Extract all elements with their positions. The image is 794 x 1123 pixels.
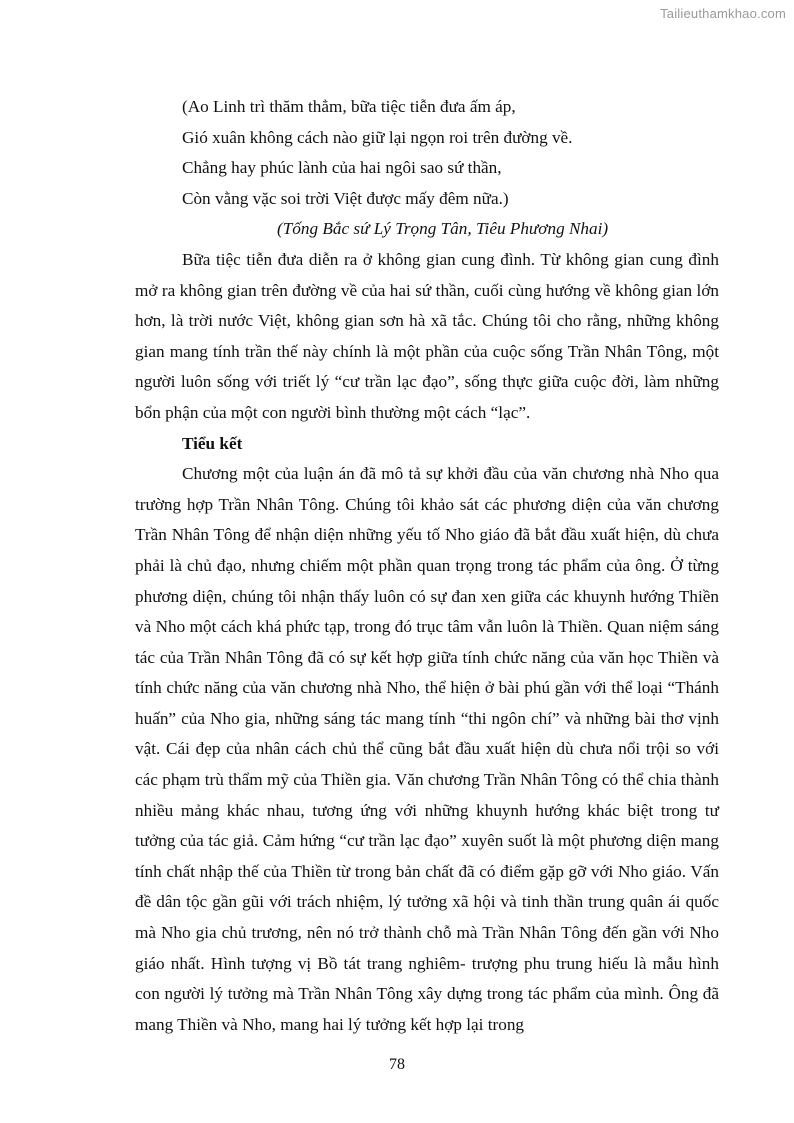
poem-line: Gió xuân không cách nào giữ lại ngọn roi trên đường về. [182, 127, 573, 147]
section-heading: Tiểu kết [182, 433, 243, 453]
watermark-text: Tailieuthamkhao.com [660, 6, 786, 21]
poem-attribution: (Tống Bắc sứ Lý Trọng Tân, Tiêu Phương Nhai) [277, 219, 609, 239]
body-paragraph: Chương một của luận án đã mô tả sự khởi đầu của văn chương nhà Nho qua trường hợp Trần Nhân Tông. Chúng tôi khảo sát các phương diện của văn chương Trần Nhân Tông để nhận diện những yếu tố Nho giáo đã bắt đầu xuất hiện, dù chưa phải là chủ đạo, nhưng chiếm một phần quan trọng trong tác phẩm của ông. Ở từng phương diện, chúng tôi nhận thấy luôn có sự đan xen giữa các khuynh hướng Thiền và Nho một cách khá phức tạp, trong đó trục tâm vẫn luôn là Thiền. Quan niệm sáng tác của Trần Nhân Tông đã có sự kết hợp giữa tính chức năng của văn học Thiền và tính chức năng của văn chương nhà Nho, thể hiện ở bài phú gần với thể loại “Thánh huấn” của Nho gia, những sáng tác mang tính “thi ngôn chí” và những bài thơ vịnh vật. Cái đẹp của nhân cách chủ thể cũng bắt đầu xuất hiện dù chưa nổi trội so với các phạm trù thẩm mỹ của Thiền gia. Văn chương Trần Nhân Tông có thể chia thành nhiều mảng khác nhau, tương ứng với những khuynh hướng khác biệt trong tư tưởng của tác giả. Cảm hứng “cư trần lạc đạo” xuyên suốt là một phương diện mang tính chất nhập thế của Thiền từ trong bản chất đã có điểm gặp gỡ với Nho giáo. Vấn đề dân tộc gần gũi với trách nhiệm, lý tưởng xã hội và tinh thần trung quân ái quốc mà Nho gia chủ trương, nên nó trở thành chỗ mà Trần Nhân Tông đến gần với Nho giáo nhất. Hình tượng vị Bồ tát trang nghiêm- trượng phu trung hiếu là mẫu hình con người lý tưởng mà Trần Nhân Tông xây dựng trong tác phẩm của mình. Ông đã mang Thiền và Nho, mang hai lý tưởng kết hợp lại trong [135, 464, 719, 1034]
poem-line: Chẳng hay phúc lành của hai ngôi sao sứ thần, [182, 158, 502, 178]
page-body [135, 92, 719, 1040]
poem-line: Còn vằng vặc soi trời Việt được mấy đêm nữa.) [182, 188, 509, 208]
page-number: 78 [389, 1056, 405, 1073]
poem-line: (Ao Linh trì thăm thẳm, bữa tiệc tiễn đưa ấm áp, [182, 97, 516, 116]
body-paragraph: Bữa tiệc tiễn đưa diễn ra ở không gian cung đình. Từ không gian cung đình mở ra không gian trên đường về của hai sứ thần, cuối cùng hướng về không gian lớn hơn, là trời nước Việt, không gian sơn hà xã tắc. Chúng tôi cho rằng, những không gian mang tính trần thế này chính là một phần của cuộc sống Trần Nhân Tông, một người luôn sống với triết lý “cư trần lạc đạo”, sống thực giữa cuộc đời, làm những bổn phận của một con người bình thường một cách “lạc”. [135, 249, 719, 422]
